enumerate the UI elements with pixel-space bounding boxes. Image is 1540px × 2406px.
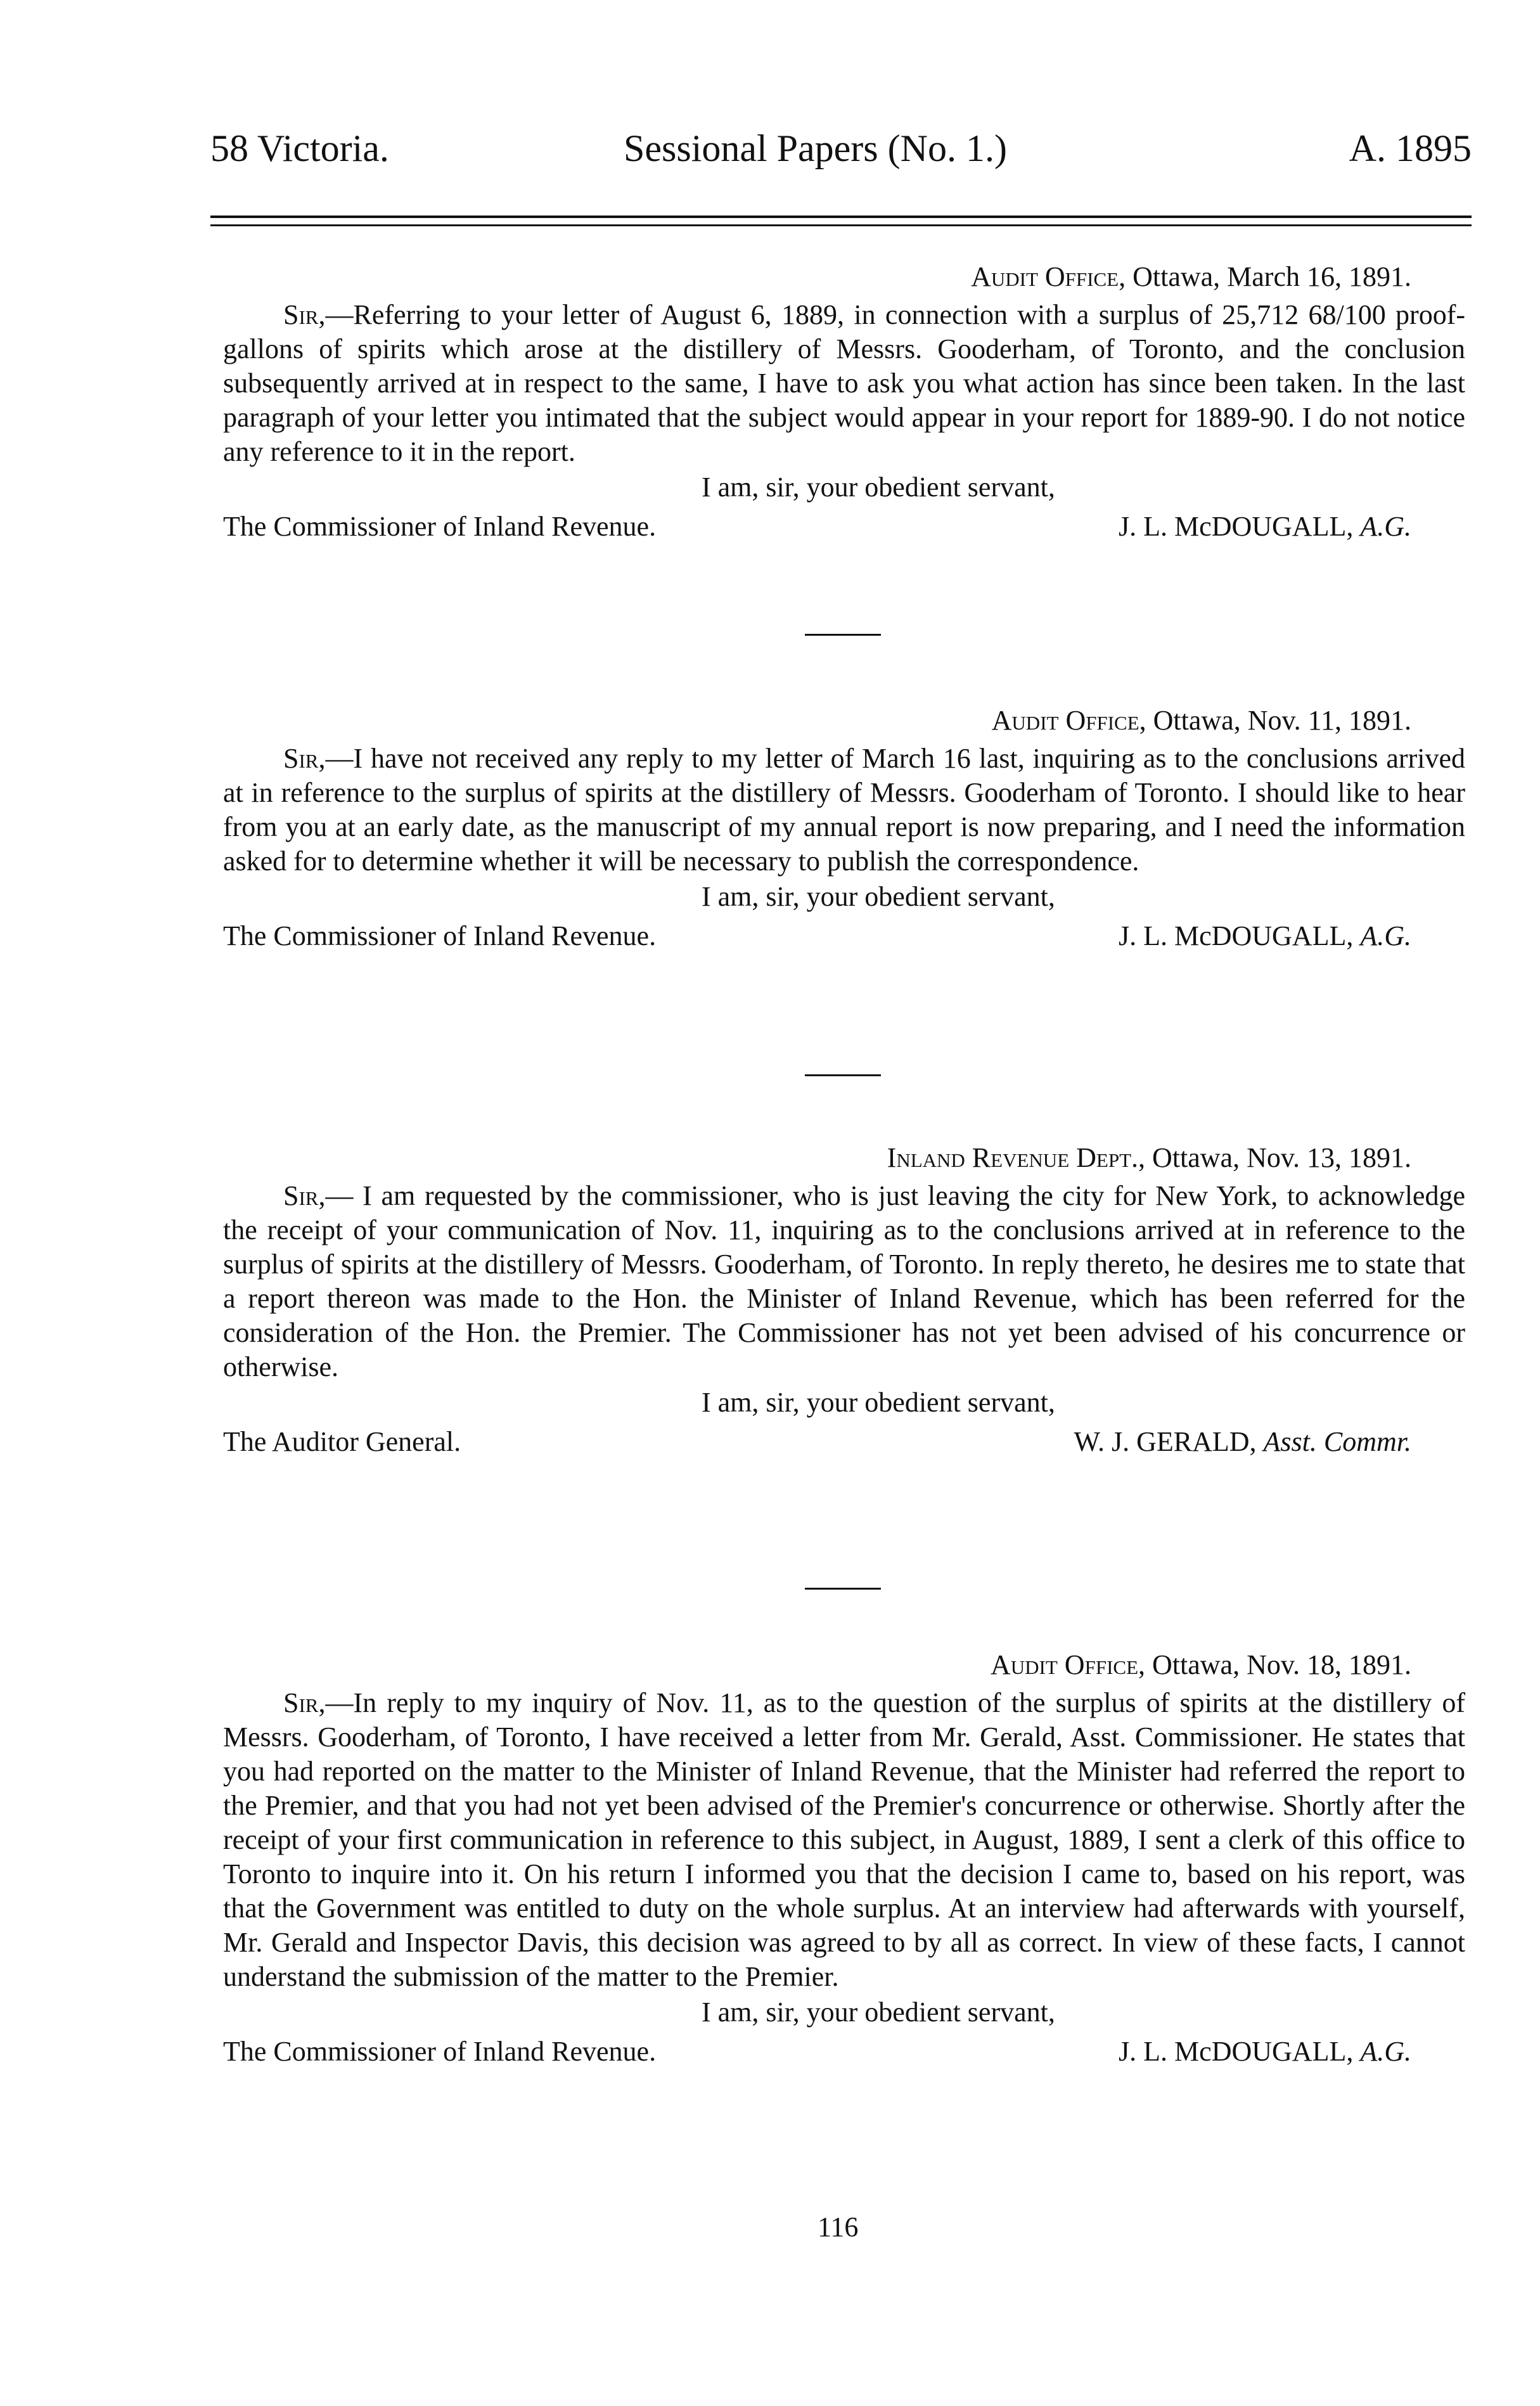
letter-text: —Referring to your letter of August 6, 1889, in connection with a surplus of 25,712 68/100 proof-gallons of spirits which arose at the distillery of Messrs. Gooderham, of Toronto, and the conclusion subsequently arrived at in respect to the same, I have to ask you what action has since been taken. In the last paragraph of your letter you intimated that the subject would appear in your report for 1889-90. I do not notice any reference to it in the report. xyxy=(223,299,1465,467)
dateline-place-date: , Ottawa, Nov. 13, 1891. xyxy=(1138,1142,1411,1173)
page-number: 116 xyxy=(818,2211,859,2242)
header-session: 58 Victoria. xyxy=(210,127,389,169)
addressee: The Auditor General. xyxy=(223,1426,461,1457)
signature-name: J. L. McDOUGALL, xyxy=(1119,920,1354,951)
letter-dateline xyxy=(223,1141,1465,1175)
letter-separator xyxy=(805,634,881,636)
header-rule-thin xyxy=(210,224,1472,226)
signature-title: A.G. xyxy=(1360,920,1411,951)
letter-1 xyxy=(223,260,1465,548)
signature-name: J. L. McDOUGALL, xyxy=(1119,511,1354,542)
salutation: Sir, xyxy=(283,743,326,774)
addressee: The Commissioner of Inland Revenue. xyxy=(223,511,657,542)
signature-title: A.G. xyxy=(1360,2036,1411,2067)
letter-dateline xyxy=(223,260,1465,294)
letter-closing: I am, sir, your obedient servant, xyxy=(702,881,1055,912)
salutation: Sir, xyxy=(283,299,326,330)
letter-body xyxy=(223,298,1465,469)
dateline-office: Audit Office xyxy=(991,1649,1139,1680)
signature-block xyxy=(223,2035,1465,2073)
letter-dateline xyxy=(223,1648,1465,1682)
signature xyxy=(1119,510,1411,544)
dateline-office: Inland Revenue Dept. xyxy=(887,1142,1139,1173)
header-rule-thick xyxy=(210,216,1472,218)
letter-body xyxy=(223,1179,1465,1384)
letter-dateline xyxy=(223,704,1465,738)
addressee: The Commissioner of Inland Revenue. xyxy=(223,2036,657,2067)
letter-closing: I am, sir, your obedient servant, xyxy=(702,1387,1055,1418)
signature-block xyxy=(223,1425,1465,1463)
letter-4 xyxy=(223,1648,1465,2073)
letter-text: — I am requested by the commissioner, who is just leaving the city for New York, to acknowledge the receipt of your communication of Nov. 11, inquiring as to the conclusions arrived at in reference to the surplus of spirits at the distillery of Messrs. Gooderham, of Toronto. In reply thereto, he desires me to state that a report thereon was made to the Hon. the Minister of Inland Revenue, which has been referred for the consideration of the Hon. the Premier. The Commissioner has not yet been advised of his concurrence or otherwise. xyxy=(223,1180,1465,1382)
letter-text: —In reply to my inquiry of Nov. 11, as to the question of the surplus of spirits at the distillery of Messrs. Gooderham, of Toronto, I have received a letter from Mr. Gerald, Asst. Commissioner. He states that you had reported on the matter to the Minister of Inland Revenue, that the Minister had referred the report to the Premier, and that you had not yet been advised of the Premier's concurrence or otherwise. Shortly after the receipt of your first communication in reference to this subject, in August, 1889, I sent a clerk of this office to Toronto to inquire into it. On his return I informed you that the decision I came to, based on his report, was that the Government was entitled to duty on the whole surplus. At an interview had afterwards with yourself, Mr. Gerald and Inspector Davis, this decision was agreed to by all as correct. In view of these facts, I cannot understand the submission of the matter to the Premier. xyxy=(223,1687,1465,1992)
running-header xyxy=(210,127,1472,196)
header-year: A. 1895 xyxy=(1349,127,1472,169)
dateline-place-date: , Ottawa, Nov. 11, 1891. xyxy=(1139,705,1411,736)
letter-3 xyxy=(223,1141,1465,1463)
letter-closing: I am, sir, your obedient servant, xyxy=(702,472,1055,503)
signature-block xyxy=(223,510,1465,548)
signature-block xyxy=(223,919,1465,957)
letter-separator xyxy=(805,1074,881,1076)
letter-2 xyxy=(223,704,1465,957)
letter-separator xyxy=(805,1588,881,1590)
header-title: Sessional Papers (No. 1.) xyxy=(624,127,1007,169)
signature xyxy=(1119,919,1411,953)
dateline-place-date: , Ottawa, March 16, 1891. xyxy=(1119,261,1411,292)
letter-body xyxy=(223,1686,1465,1994)
signature-title: Asst. Commr. xyxy=(1263,1426,1411,1457)
addressee: The Commissioner of Inland Revenue. xyxy=(223,920,657,951)
dateline-office: Audit Office xyxy=(991,705,1139,736)
signature xyxy=(1074,1425,1411,1459)
letter-body xyxy=(223,742,1465,878)
signature-name: W. J. GERALD, xyxy=(1074,1426,1257,1457)
salutation: Sir, xyxy=(283,1180,326,1211)
signature-name: J. L. McDOUGALL, xyxy=(1119,2036,1354,2067)
letter-closing: I am, sir, your obedient servant, xyxy=(702,1997,1055,2028)
dateline-place-date: , Ottawa, Nov. 18, 1891. xyxy=(1138,1649,1411,1680)
letter-text: —I have not received any reply to my letter of March 16 last, inquiring as to the conclusions arrived at in reference to the surplus of spirits at the distillery of Messrs. Gooderham of Toronto. I should like to hear from you at an early date, as the manuscript of my annual report is now preparing, and I need the information asked for to determine whether it will be necessary to publish the correspondence. xyxy=(223,743,1465,877)
dateline-office: Audit Office xyxy=(971,261,1119,292)
signature xyxy=(1119,2035,1411,2069)
signature-title: A.G. xyxy=(1360,511,1411,542)
salutation: Sir, xyxy=(283,1687,326,1718)
